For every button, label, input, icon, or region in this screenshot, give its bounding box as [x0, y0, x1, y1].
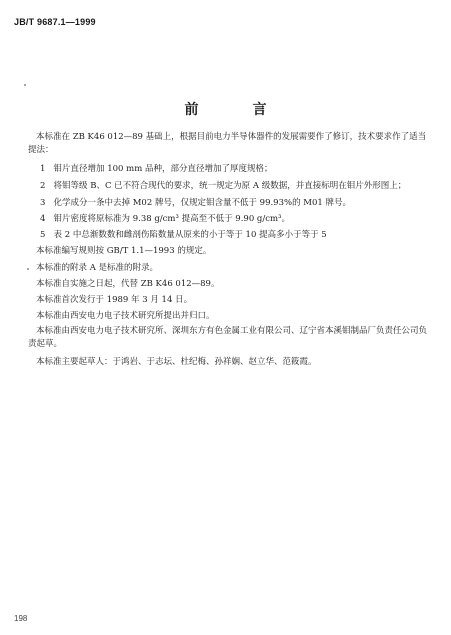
list-item	[40, 229, 327, 242]
paragraph-first-issue: 本标准首次发行于 1989 年 3 月 14 日。	[36, 295, 193, 305]
list-item-text: 化学成分一条中去掉 M02 牌号，仅规定钼含量不低于 99.93%的 M01 牌号。	[53, 198, 351, 208]
paragraph-appendix: 本标准的附录 A 是标准的附录。	[36, 263, 159, 273]
list-item	[40, 180, 406, 193]
scan-speck	[27, 268, 29, 270]
page-number: 198	[14, 614, 28, 623]
list-item	[40, 213, 290, 226]
page-title: 前 言	[184, 102, 287, 118]
list-item-number: 1	[40, 164, 46, 174]
intro-paragraph: 本标准在 ZB K46 012—89 基础上，根据目前电力半导体器件的发展需要作了修订，技术要求作了适当提法：	[28, 132, 427, 155]
list-item	[40, 197, 351, 210]
paragraph-drafting-units: 本标准由西安电力电子技术研究所、深圳东方有色金属工业有限公司、辽宁省本溪钼制品厂负责任公司负责起草。	[28, 326, 428, 349]
list-item-text: 钼片直径增加 100 mm 品种，部分直径增加了厚度规格；	[53, 164, 273, 174]
list-item-number: 5	[40, 230, 46, 240]
paragraph-proposer: 本标准由西安电力电子技术研究所提出并归口。	[36, 311, 215, 321]
paragraph-replaces: 本标准自实施之日起，代替 ZB K46 012—89。	[36, 279, 220, 289]
paragraph-drafters: 本标准主要起草人：于鸿岩、于志坛、杜纪梅、孙祥娴、赵立华、范筱霞。	[36, 357, 317, 367]
list-item-number: 4	[40, 214, 46, 224]
list-item	[40, 163, 272, 176]
list-item-text: 表 2 中总渐数数和雌剖伤陷数量从原来的小于等于 10 提高多小于等于 5	[53, 230, 327, 240]
list-item-text: 钼片密度将原标准为 9.38 g/cm³ 提高至不低于 9.90 g/cm³。	[53, 214, 290, 224]
standard-code-header: JB/T 9687.1—1999	[14, 17, 96, 27]
list-item-number: 2	[40, 181, 46, 191]
list-item-text: 将钼等级 B、C 已不符合现代的要求，统一规定为原 A 级数据，并直接标明在钼片外形图上；	[53, 181, 407, 191]
scan-speck	[24, 84, 26, 86]
paragraph-drafting-rules: 本标准编写规则按 GB/T 1.1—1993 的规定。	[36, 246, 212, 256]
list-item-number: 3	[40, 198, 46, 208]
